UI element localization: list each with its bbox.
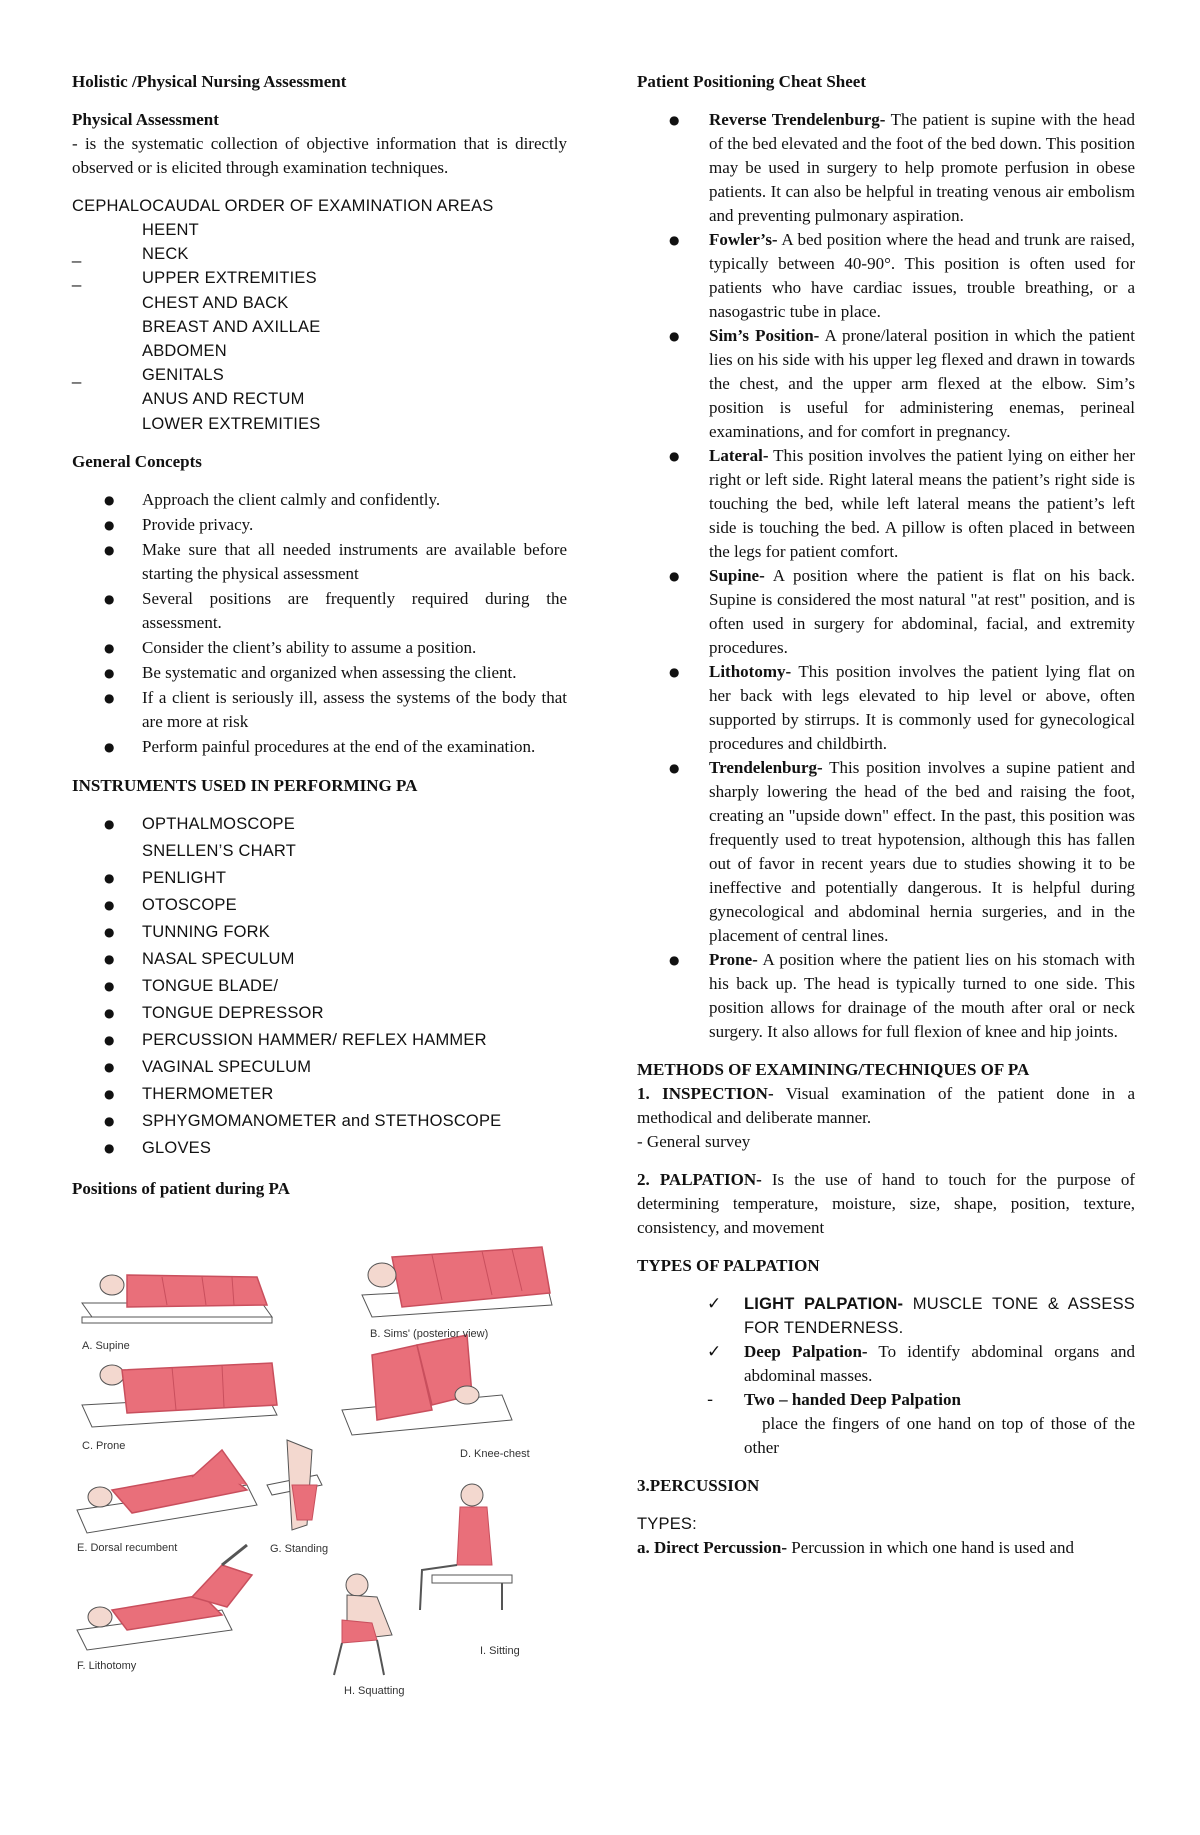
sitting-figure (420, 1484, 512, 1610)
list-item: ● Approach the client calmly and confidently. (104, 489, 441, 509)
figure-label-lithotomy: F. Lithotomy (77, 1660, 137, 1672)
bullet-icon: ● (104, 1140, 115, 1155)
position-item: ● Lithotomy- This position involves the patient lying flat on her back with legs elevated to hip level or above, often supported by stirrups. It is commonly used for gynecological procedures and childbirth. (669, 662, 1135, 753)
position-item: ● Supine- A position where the patient is flat on his back. Supine is considered the most natural "at rest" position, and is often used in surgery for abdominal, facial, and extremity procedures. (669, 566, 1135, 657)
instrument-item: ● VAGINAL SPECULUM (72, 1055, 567, 1081)
order-item: CHEST AND BACK (142, 293, 289, 312)
order-item: ABDOMEN (142, 341, 227, 360)
bullet-icon: ● (104, 978, 115, 993)
bullet-icon: ● (104, 870, 115, 885)
list-item: ● Make sure that all needed instruments are available before starting the physical assessment (104, 539, 567, 583)
palpation-type-item: ✓ LIGHT PALPATION- MUSCLE TONE & ASSESS FOR TENDERNESS. (707, 1294, 1135, 1337)
order-item: _ GENITALS (72, 366, 224, 385)
instrument-item: ● GLOVES (72, 1136, 567, 1162)
cephalocaudal-heading: CEPHALOCAUDAL ORDER OF EXAMINATION AREAS (72, 197, 494, 215)
list-item: ● Perform painful procedures at the end of the examination. (104, 736, 536, 756)
order-item: LOWER EXTREMITIES (142, 414, 321, 433)
figure-label-standing: G. Standing (270, 1543, 329, 1555)
palpation-type-item: ✓ Deep Palpation- To identify abdominal organs and abdominal masses. (707, 1342, 1135, 1385)
position-item: ● Sim’s Position- A prone/lateral position in which the patient lies on his side with his upper leg flexed and drawn in towards the chest, and the upper arm flexed at the elbow. Sim’s position is useful for administering enemas, perineal examinations, and for comfort in pregnancy. (669, 326, 1135, 441)
figure-label-supine: A. Supine (82, 1340, 130, 1352)
bullet-icon: ● (104, 951, 115, 966)
instrument-item: SNELLEN’S CHART (142, 841, 296, 860)
bullet-icon: ● (104, 1086, 115, 1101)
order-item: BREAST AND AXILLAE (142, 317, 321, 336)
percussion-heading: 3.PERCUSSION (637, 1476, 760, 1495)
order-item: HEENT (142, 221, 199, 239)
cephalocaudal-list (72, 218, 567, 436)
position-item: ● Reverse Trendelenburg- The patient is supine with the head of the bed elevated and the foot of the bed down. This position may be used in surgery to help promote perfusion in obese patients. It can also be helpful in treating venous air embolism and preventing pulmonary aspiration. (669, 110, 1136, 225)
supine-figure (82, 1275, 272, 1323)
position-item: ● Fowler’s- A bed position where the head and trunk are raised, typically between 40-90°. This position is often used for patients who have cardiac issues, trouble breathing, or a nasogastric tube in place. (669, 230, 1135, 321)
instrument-item: ● THERMOMETER (72, 1082, 567, 1108)
position-item: ● Lateral- This position involves the patient lying on either her right or left side. Right lateral means the patient’s right side is touching the bed, while left lateral means the patient’s left side is touching the bed. A pillow is often placed in between the legs for patient comfort. (669, 446, 1135, 561)
instrument-item: ● NASAL SPECULUM (72, 947, 567, 973)
figure-label-prone: C. Prone (82, 1440, 126, 1452)
list-item: ● Be systematic and organized when assessing the client. (104, 662, 517, 682)
order-item: ANUS AND RECTUM (142, 390, 305, 409)
figure-label-dorsal-recumbent: E. Dorsal recumbent (77, 1542, 178, 1554)
physical-assessment-definition: - is the systematic collection of objective information that is directly observed or is elicited through examination techniques. (72, 134, 567, 177)
general-concepts-list (72, 488, 567, 759)
order-item: _ NECK (72, 245, 189, 264)
bullet-icon: ● (104, 897, 115, 912)
figure-label-knee-chest: D. Knee-chest (460, 1448, 530, 1460)
instruments-list (72, 812, 567, 1162)
standing-figure (267, 1440, 322, 1530)
instruments-heading: INSTRUMENTS USED IN PERFORMING PA (72, 775, 418, 795)
positions-illustration (72, 1245, 572, 1725)
figure-label-sims: B. Sims' (posterior view) (370, 1328, 489, 1340)
instrument-item: ● TUNNING FORK (72, 920, 567, 946)
instrument-item: ● TONGUE DEPRESSOR (72, 1001, 567, 1027)
instrument-item: ● OTOSCOPE (72, 893, 567, 919)
prone-figure (82, 1363, 277, 1427)
inspection-sub: - General survey (637, 1132, 751, 1151)
instrument-item: ● OPTHALMOSCOPE (72, 812, 567, 838)
bullet-icon: ● (104, 1113, 115, 1128)
instrument-item: ● PERCUSSION HAMMER/ REFLEX HAMMER (72, 1028, 567, 1054)
figure-label-sitting: I. Sitting (480, 1645, 520, 1657)
instrument-item: ● PENLIGHT (72, 866, 567, 892)
physical-assessment-heading: Physical Assessment (72, 110, 219, 129)
dash-icon: - (707, 1390, 714, 1410)
knee-chest-figure (342, 1335, 512, 1435)
bullet-icon: ● (104, 1032, 115, 1047)
lithotomy-figure (77, 1545, 252, 1650)
list-item: ● Consider the client’s ability to assume a position. (104, 637, 477, 657)
palpation-types-list (637, 1292, 1135, 1412)
bullet-icon: ● (104, 924, 115, 939)
sims-figure (362, 1247, 552, 1317)
document-title: Holistic /Physical Nursing Assessment (72, 72, 347, 91)
instrument-item: ● SPHYGMOMANOMETER and STETHOSCOPE (72, 1109, 567, 1135)
direct-percussion: a. Direct Percussion- Percussion in which one hand is used and (637, 1538, 1075, 1557)
bullet-icon: ● (104, 1005, 115, 1020)
check-icon: ✓ (707, 1294, 722, 1314)
position-item: ● Trendelenburg- This position involves a supine patient and sharply lowering the head of the bed and raising the foot, creating an "upside down" effect. In the past, this position was frequently used to treat hypotension, although this has fallen out of favor in recent years due to studies showing it to be ineffective and potentially dangerous. It is helpful during gynecological and abdominal hernia surgeries, and in the placement of central lines. (669, 758, 1135, 945)
percussion-types-label: TYPES: (637, 1515, 697, 1533)
squatting-figure (334, 1574, 392, 1675)
instrument-item: ● TONGUE BLADE/ (72, 974, 567, 1000)
palpation-types-heading: TYPES OF PALPATION (637, 1256, 820, 1275)
dorsal-recumbent-figure (77, 1450, 257, 1533)
list-item: ● If a client is seriously ill, assess the systems of the body that are more at risk (104, 687, 567, 731)
figure-label-squatting: H. Squatting (344, 1685, 405, 1697)
general-concepts-heading: General Concepts (72, 451, 202, 471)
order-item: _ UPPER EXTREMITIES (72, 269, 317, 288)
list-item: ● Several positions are frequently required during the assessment. (104, 588, 567, 632)
bullet-icon: ● (104, 1059, 115, 1074)
inspection-paragraph: 1. INSPECTION- Visual examination of the patient done in a methodical and deliberate manner. (637, 1084, 1135, 1127)
check-icon: ✓ (707, 1342, 722, 1362)
palpation-paragraph: 2. PALPATION- Is the use of hand to touch for the purpose of determining temperature, moisture, size, shape, position, texture, consistency, and movement (637, 1170, 1135, 1237)
position-item: ● Prone- A position where the patient lies on his stomach with his back up. The head is typically turned to one side. This position allows for drainage of the mouth after oral or neck surgery. It also allows for full flexion of knee and hip joints. (669, 950, 1135, 1041)
bullet-icon: ● (104, 816, 115, 831)
cheat-sheet-title: Patient Positioning Cheat Sheet (637, 72, 867, 91)
palpation-type-item: - Two – handed Deep Palpation (707, 1390, 961, 1410)
list-item: ● Provide privacy. (104, 514, 254, 534)
positioning-list (637, 108, 1135, 1044)
right-column (637, 70, 1135, 1560)
left-column (72, 70, 567, 1201)
positions-heading: Positions of patient during PA (72, 1178, 290, 1198)
methods-heading: METHODS OF EXAMINING/TECHNIQUES OF PA (637, 1060, 1030, 1079)
two-handed-description: place the fingers of one hand on top of those of the other (744, 1414, 1135, 1457)
